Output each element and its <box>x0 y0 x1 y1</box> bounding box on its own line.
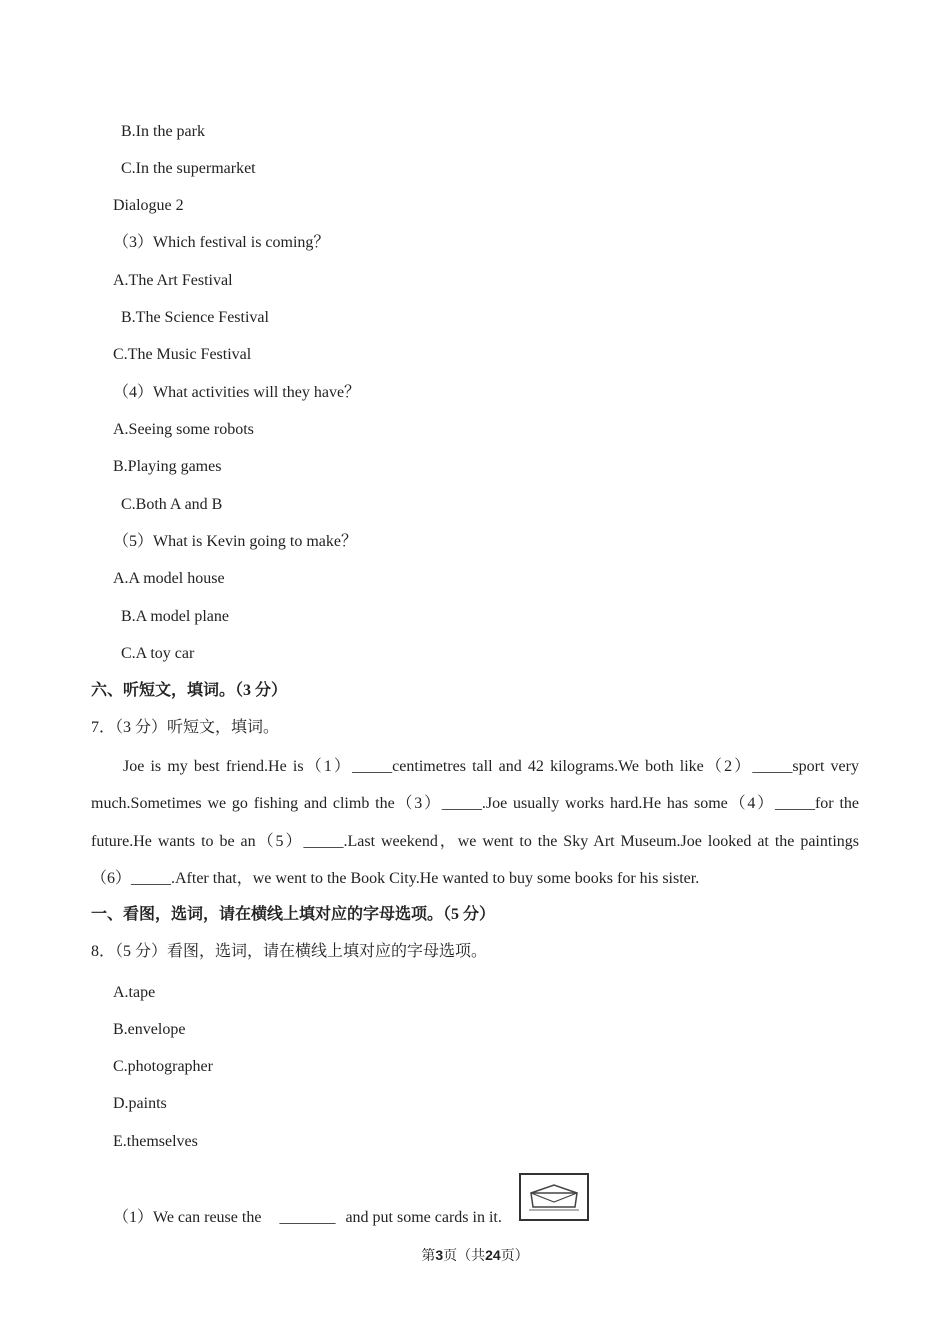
option-line: C.The Music Festival <box>113 346 252 363</box>
answer-blank[interactable]: _______ <box>279 1209 336 1226</box>
question-line: （3）Which festival is coming？ <box>113 234 330 251</box>
option-line: A.tape <box>113 984 156 1001</box>
option-line: E.themselves <box>113 1133 198 1150</box>
page-footer <box>0 1245 950 1265</box>
option-line: A.Seeing some robots <box>113 421 254 438</box>
option-line: B.In the park <box>121 123 205 140</box>
option-line: B.envelope <box>113 1021 186 1038</box>
option-line: C.In the supermarket <box>121 160 256 177</box>
option-line: B.Playing games <box>113 458 222 475</box>
dialogue-heading: Dialogue 2 <box>113 197 184 214</box>
envelope-icon <box>521 1175 587 1219</box>
question-title: 7．（3 分）听短文，填词。 <box>91 719 280 736</box>
envelope-picture <box>519 1173 589 1221</box>
section-heading: 一、看图，选词，请在横线上填对应的字母选项。（5 分） <box>91 906 496 923</box>
option-line: C.photographer <box>113 1058 213 1075</box>
option-line: B.The Science Festival <box>121 309 269 326</box>
option-line: B.A model plane <box>121 608 229 625</box>
passage-line: future.He wants to be an（5）_____.Last weekend，we went to the Sky Art Museum.Joe looked at the paintings <box>91 832 859 850</box>
option-line: A.The Art Festival <box>113 272 233 289</box>
option-line: C.A toy car <box>121 645 195 662</box>
footer-total-pages: 24 <box>485 1247 501 1263</box>
footer-text: 第 <box>421 1249 436 1264</box>
footer-text: 页（共 <box>443 1249 486 1264</box>
fill-item <box>113 1208 502 1228</box>
passage-line: much.Sometimes we go fishing and climb the（3）_____.Joe usually works hard.He has some（4）_____for the <box>91 795 859 813</box>
question-line: （4）What activities will they have？ <box>113 384 361 401</box>
passage-line: （6）_____.After that，we went to the Book City.He wanted to buy some books for his sister. <box>91 869 700 887</box>
section-heading: 六、听短文，填词。（3 分） <box>91 682 288 699</box>
passage-line: Joe is my best friend.He is（1）_____centimetres tall and 42 kilograms.We both like（2）_____sport very <box>123 758 859 775</box>
option-line: A.A model house <box>113 570 225 587</box>
question-line: （5）What is Kevin going to make？ <box>113 533 357 550</box>
question-title: 8．（5 分）看图，选词，请在横线上填对应的字母选项。 <box>91 943 488 960</box>
option-line: C.Both A and B <box>121 496 223 513</box>
item-prefix: （1）We can reuse the <box>113 1209 262 1226</box>
passage <box>91 748 859 897</box>
footer-page-number: 3 <box>435 1247 444 1263</box>
footer-text: 页） <box>500 1249 529 1264</box>
option-line: D.paints <box>113 1095 167 1112</box>
item-suffix: and put some cards in it. <box>345 1209 502 1226</box>
